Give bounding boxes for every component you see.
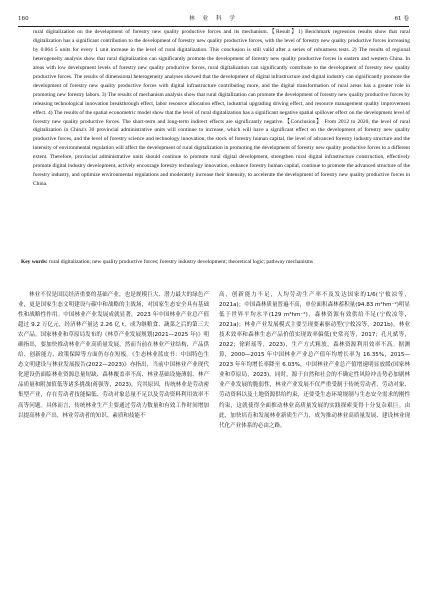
journal-title: 林 业 科 学 [189,16,238,22]
keywords-label: Key words: [21,259,48,265]
intro-paragraph-continued: 高，创新能力不足，人均劳动生产率不及发达国家的1/6(宁攸凉等，2021a)；中国森林质量普遍不高，单位面积森林蓄积量(94.83 m³hm⁻²)明显低于世界平均水平(129 m³hm⁻²)，森林资源有效供给不足(宁攸凉等，2021a)；林业产业发展模式主要呈现要素驱动型(宁攸凉等，2021b)，林业技术效率和森林生态产品价值实现效率偏低(史常亮等，2017；孔凡斌等，2022；徐彩瑶等，2023)，生产方式粗放，森林资源利用效率不高。据测算，2000—2015 年中国林业产业总产值年均增长率为 16.35%，2015—2023 年年均增长率降至 6.03%，中国林业产业总产值增速明显放缓(国家林业和草原局，2023)。同时，源于自然和社会的不确定性风险冲击势必加剧林业产业发展的脆弱性，林业产业发展不仅严重受制于传统劳动者、劳动对象、劳动资料以及土地资源供给约束，还要受生态环境规制与生态安全需求的刚性约束，这就使得全面推动林业高质量发展的实践探索变得十分复杂艰巨。由此，加快培育和发展林业新质生产力，成为推动林业高质量发展、建设林业现代化产业体系的必由之路。 [219,292,411,429]
header-rule [18,26,409,27]
body-column-left [18,290,209,421]
intro-paragraph: 林业不仅是国民经济重要的基础产业，也是规模巨大、潜力最大的绿色产业，更是国家生态文明建设与碳中和战略的主战场，对国家生态安全具有基础性和战略性作用。中国林业产业发展成就显著，2023 年中国林业产业总产值超过 9.2 万亿元，经济林产量达 2.26 亿 t，成为继粮食、蔬菜之后的第三大农产品。国家林业和草原局发布的《林草产业发展规划(2021—2025 年)》明确指出，要加快推动林业产业高质量发展，然而当前在林业产业结构、产品供给、创新能力、政策保障等方面仍存在短板。《生态林业蓝皮书：中国特色生态文明建设与林业发展报告(2022—2023)》亦指出，当前中国林业产业现代化建设仍面临林业资源总量短缺、森林覆盖率不高、林业基础设施薄弱、林产品质量和附加值低等诸多挑战(蒋强等，2023)。究其原因，传统林业是劳动密集型产业，存在劳动者技能偏低、劳动对象总量不足以及劳动资料利用效率不高等问题。具体而言，传统林业生产主要通过劳动力数量和有效工作时间增加以提高林业产出，林业劳动者的知识、素质和技能不 [18,292,210,419]
volume-label: 61 卷 [394,16,409,22]
keywords-text: rural digitalization; new quality productive forces; forestry industry development; theoretical logic; pathway [47,259,285,265]
page-number: 160 [18,16,29,22]
body-column-right [219,290,410,431]
abstract-text: rural digitalization on the development of forestry new quality productive forces and its mechanism.【Result】1) Benchmark regression results show that rural digitalization has a significant contribution to the development of forestry new quality productive forces, with the level of forestry new quality productive forces increasing by 0.064 5 units for every 1 unit increase in the level of rural digitalization. This conclusion is still valid after a series of robustness tests. 2) The results of regional heterogeneity analysis show that rural digitalization can significantly promote the development of forestry new quality productive forces in eastern and western China. In areas with low development levels of forestry new quality productive forces, rural digitalization can significantly contribute to the development of forestry new quality productive forces. The results of dimensional heterogeneity analyses showed that the development of digital infrastructure and digital industry can significantly promote the development of forestry new quality productive forces with digital infrastructure contributing more, and the digital transformation of rural areas has a greater role in promoting new forestry labors. 3) The results of mechanism analysis show that rural digitalization can promote the development of forestry new quality productive forces by releasing technological innovation breakthrough effect, labor resource allocation effect, industrial upgrading driving effect, and resource management quality improvement effect. 4) The results of the spatial econometric model show that the level of rural digitalization has a significant negative spatial spillover effect on the development level of forestry new quality productive forces. The short-term and long-term indirect effects are significantly negative.【Conclusion】 From 2012 to 2020, the level of rural digitalization in China's 30 provincial administrative units will continue to increase, which will have a significant effect on the development of forestry new quality productive forces, and the level of forestry science and technology innovation, the stock of forestry human capital, the level of advanced forestry industry structure and the intensity of environmental regulation will affect the development of rural digitalization in promoting the development of forestry new quality productive forces to a different extent. Therefore, provincial administrative units should continue to promote rural digital development, strengthen rural digital infrastructure construction, effectively promote digital industry development, actively encourage forestry technology innovation, enhance forestry human capital, continue to promote the advanced structure of the forestry industry, and optimize environmental regulations and moderately increase their intensity, to accelerate the development of forestry new quality productive forces in China. [33,29,411,188]
english-abstract [33,28,410,189]
keywords [21,258,409,267]
keywords-text-cont: mechanisms [286,259,314,265]
running-header [18,13,409,25]
